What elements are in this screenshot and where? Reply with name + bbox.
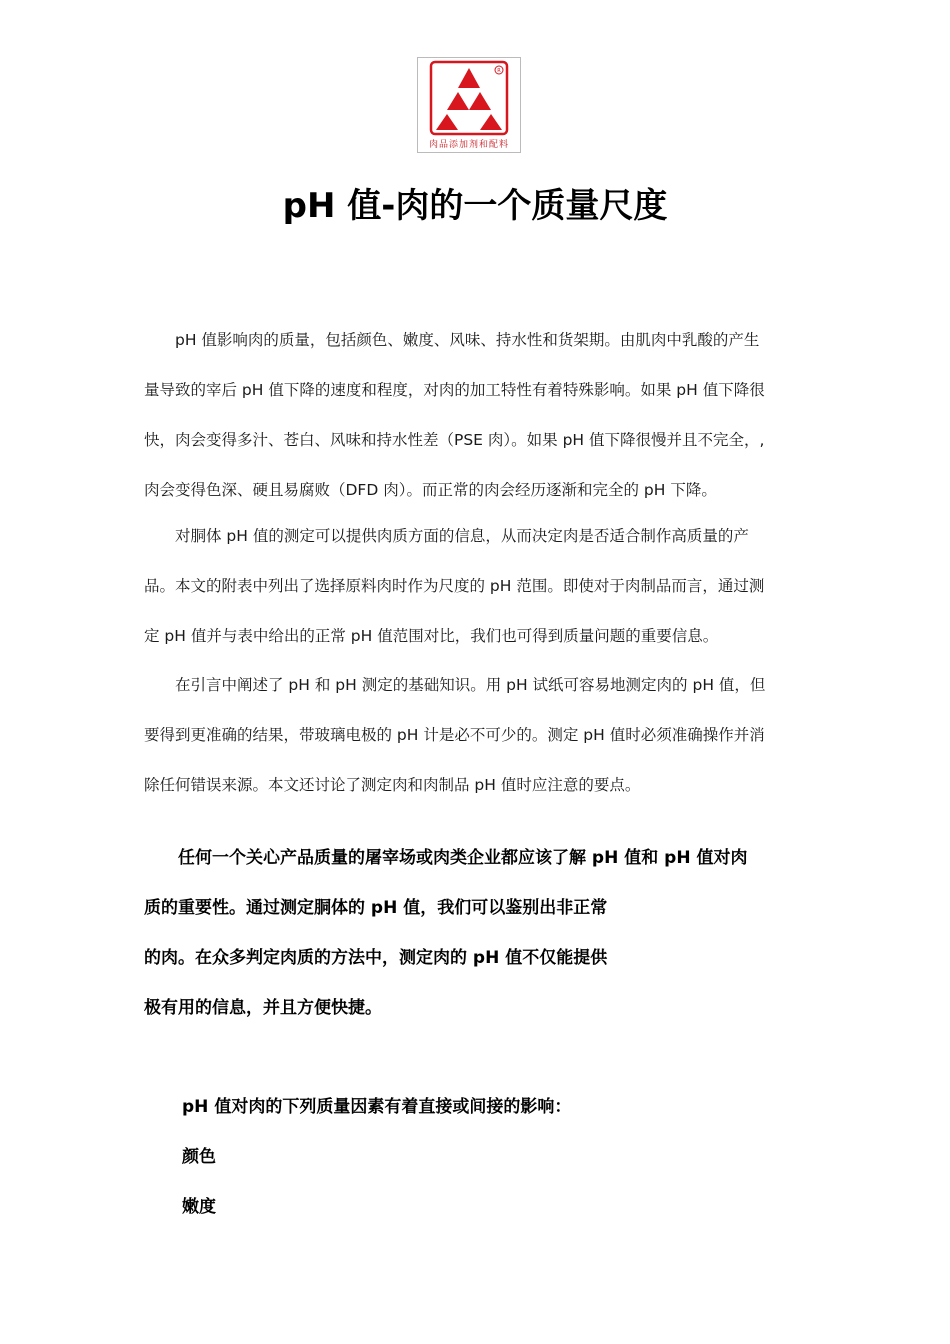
paragraph-line: 快，肉会变得多汁、苍白、风味和持水性差（PSE 肉）。如果 pH 值下降很慢并且不完全，, [144, 431, 765, 449]
paragraph-line: 任何一个关心产品质量的屠宰场或肉类企业都应该了解 pH 值和 pH 值对肉 [144, 848, 748, 868]
paragraph-line: 品。本文的附表中列出了选择原料肉时作为尺度的 pH 范围。即使对于肉制品而言，通过测 [144, 577, 765, 595]
list-item: 嫩度 [182, 1197, 216, 1217]
paragraph-line: 肉会变得色深、硬且易腐败（DFD 肉）。而正常的肉会经历逐渐和完全的 pH 下降。 [144, 481, 717, 499]
page-title: pH 值-肉的一个质量尺度 [282, 186, 668, 226]
quality-factors-list [182, 1082, 571, 1232]
paragraph-line: 定 pH 值并与表中给出的正常 pH 值范围对比，我们也可得到质量问题的重要信息。 [144, 627, 719, 645]
paragraph-line: 质的重要性。通过测定胴体的 pH 值，我们可以鉴别出非正常 [144, 898, 608, 918]
paragraph-line: pH 值影响肉的质量，包括颜色、嫩度、风味、持水性和货架期。由肌肉中乳酸的产生 [144, 331, 760, 349]
logo-caption: 肉品添加剂和配料 [428, 140, 509, 150]
list-item: 颜色 [182, 1147, 216, 1167]
paragraph-line: 除任何错误来源。本文还讨论了测定肉和肉制品 pH 值时应注意的要点。 [144, 776, 641, 794]
paragraph-1 [144, 315, 810, 515]
paragraph-line: 量导致的宰后 pH 值下降的速度和程度，对肉的加工特性有着特殊影响。如果 pH 值下降很 [144, 381, 765, 399]
paragraph-line: 要得到更准确的结果，带玻璃电极的 pH 计是必不可少的。测定 pH 值时必须准确操作并消 [144, 726, 765, 744]
paragraph-line: 的肉。在众多判定肉质的方法中，测定肉的 pH 值不仅能提供 [144, 948, 608, 968]
paragraph-line: 极有用的信息，并且方便快捷。 [144, 998, 382, 1018]
factors-heading: pH 值对肉的下列质量因素有着直接或间接的影响： [182, 1097, 572, 1117]
paragraph-line: 对胴体 pH 值的测定可以提供肉质方面的信息，从而决定肉是否适合制作高质量的产 [144, 527, 749, 545]
company-logo [417, 57, 521, 153]
svg-text:R: R [497, 68, 501, 74]
paragraph-3 [144, 660, 810, 810]
key-point-paragraph [144, 833, 810, 1033]
triangle-logo-icon [418, 58, 520, 140]
paragraph-2 [144, 511, 810, 661]
paragraph-line: 在引言中阐述了 pH 和 pH 测定的基础知识。用 pH 试纸可容易地测定肉的 pH 值，但 [144, 676, 766, 694]
